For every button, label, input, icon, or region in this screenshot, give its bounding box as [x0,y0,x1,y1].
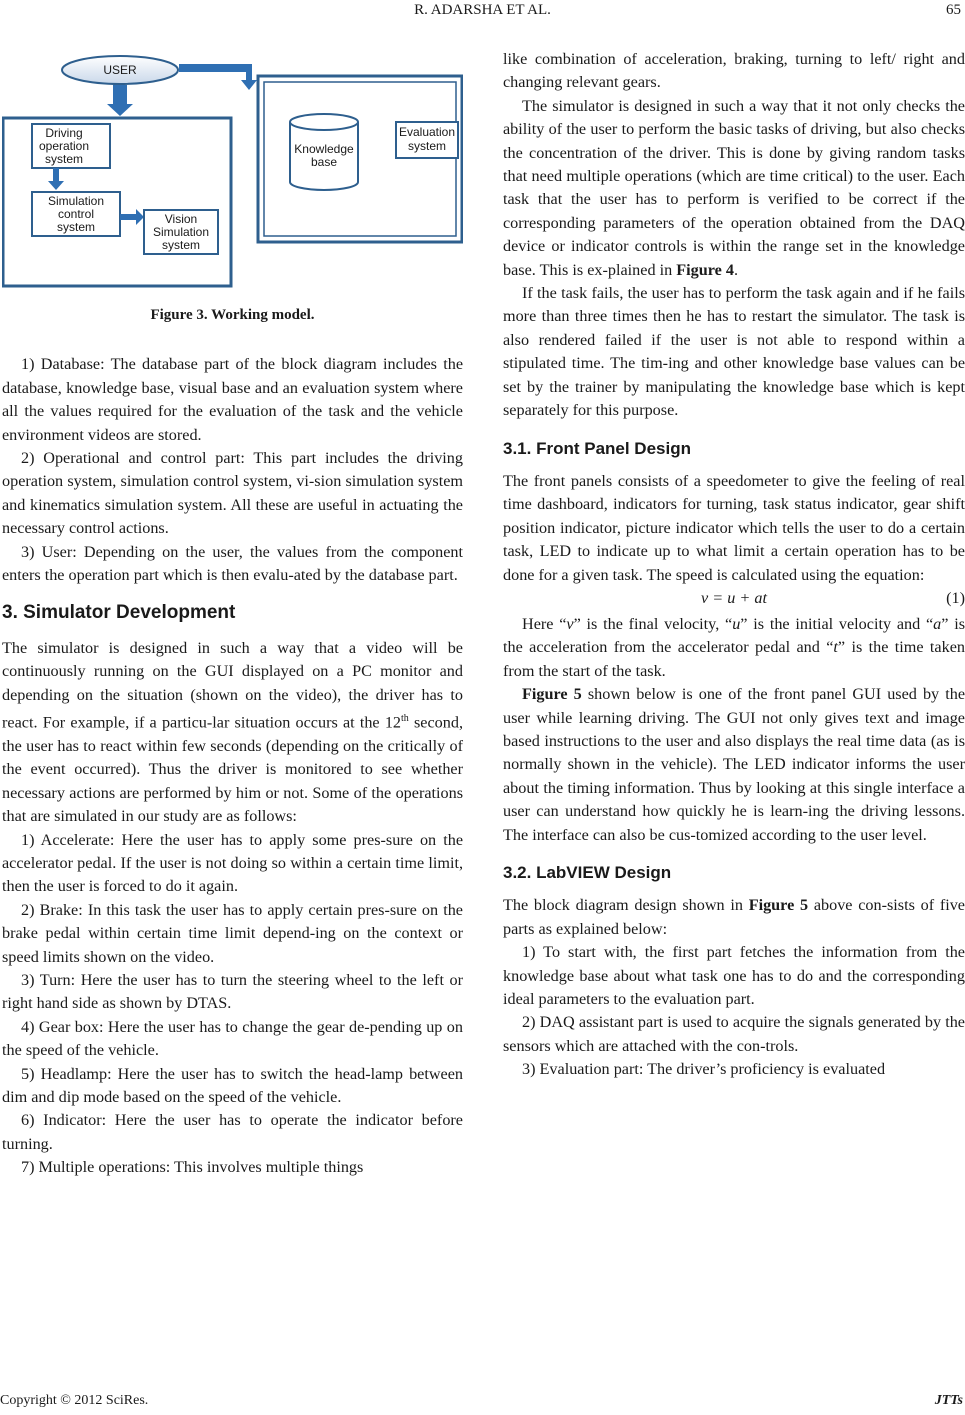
paragraph-variables [503,613,965,683]
section-3-heading: 3. Simulator Development [2,602,236,624]
var-v: v [566,614,574,633]
evaluation-label-1: Evaluation [398,125,456,139]
var-text-1: Here “ [522,614,567,633]
arrow-simulation-to-vision [120,209,144,225]
figure-3-caption: Figure 3. Working model. [150,307,315,323]
paragraph-operational: 2) Operational and control part: This part includes the driving operation system, simulation control system, vi-sion simulation system and kinematics simulation system. All these are useful in actuating the necessary control actions. [2,449,463,538]
part-2: 2) DAQ assistant part is used to acquire the signals generated by the sensors which are attached with the con-trols. [503,1013,965,1055]
arrow-user-to-database [179,64,257,90]
left-column [2,54,463,1180]
knowledge-label-1: Knowledge [294,142,354,156]
equation-1 [503,587,965,613]
section-3-1-heading: 3.1. Front Panel Design [503,438,691,458]
journal-name: JTTs [934,1393,963,1408]
operation-turn: 3) Turn: Here the user has to turn the steering wheel to the left or right hand side as shown by DTAS. [2,970,463,1013]
paragraph-labview [503,894,965,941]
figure-5-text: shown below is one of the front panel GUI used by the user while learning driving. The GUI not only gives text and image based instructions to the user and also displays the real time data (as is normally shown in the vehicle). The LED indicator informs the user about the timing information. Thus by looking at this single interface a user can understand how quickly he is learn-ing the driving lessons. The interface can also be cus-tomized according to the user level. [503,685,965,844]
copyright: Copyright © 2012 SciRes. [0,1393,149,1408]
paragraph-task-fails: If the task fails, the user has to perform the task again and if he fails more than three times then he has to restart the simulator. The task is also rendered failed if the user is not able to respond within a stipulated time. The tim-ing and other knowledge base values can be set by the trainer by manipulating the knowledge base which is kept separately for this purpose. [503,284,965,420]
simulation-label-1: Simulation [47,194,105,208]
page-number: 65 [946,2,961,18]
running-title: R. ADARSHA ET AL. [414,2,551,18]
right-column [503,48,965,1082]
arrow-driving-to-simulation [48,168,64,190]
var-t: t [833,638,838,657]
design-text-b: . [733,260,738,279]
user-label: USER [103,63,137,77]
vision-label-2: Simulation [152,225,210,239]
figure-4-reference: Figure 4 [676,260,734,279]
operation-headlamp: 5) Headlamp: Here the user has to switch the head-lamp between dim and dip mode based on the speed of the vehicle. [2,1064,463,1106]
operation-indicator: 6) Indicator: Here the user has to operate the indicator before turning. [2,1111,463,1153]
operation-accelerate: 1) Accelerate: Here the user has to apply some pres-sure on the accelerator pedal. If the user is not doing so within a certain time limit, then the user is forced to do it again. [2,830,463,896]
var-text-3: ” is the initial velocity and “ [740,614,934,633]
driving-label-3: system [44,152,84,166]
vision-label-1: Vision [164,212,198,226]
design-text-a: The simulator is designed in such a way that it not only checks the ability of the user to perform the basic tasks of driving, but also checks the concentration of the driver. This is done by giving random tasks that need multiple operations (which are time critical) to the user. Each task that the user has to perform is verified to be correct if the corresponding parameters of the operation obtained from the DAQ device or indicator controls is within the range set in the knowledge base. This is ex-plained in [503,96,965,279]
paragraph-database: 1) Database: The database part of the block diagram includes the database, knowledge base, visual base and an evaluation system where all the values required for the evaluation of the task and the vehicle environment videos are stored. [2,355,463,444]
var-text-5: ” is the time taken from the start of the task. [503,638,965,680]
figure-5-reference: Figure 5 [522,685,582,704]
section-3-2-heading: 3.2. LabVIEW Design [503,863,672,882]
page-header [0,2,965,24]
var-text-2: ” is the final velocity, “ [573,614,733,633]
part-1: 1) To start with, the first part fetches the information from the knowledge base about what task one has to do and the corresponding ideal parameters to the evaluation part. [503,943,965,1009]
equation-text: v = u + at [701,588,767,607]
paragraph-figure-5 [503,683,965,847]
simulation-label-3: system [56,220,96,234]
intro-text-b: second, the user has to react within few seconds (depending on the critically of the event occurred). Thus the driver is monitored to see whether necessary actions are performed by him or not. Some of the operations that are simulated in our study are as follows: [2,713,463,826]
paragraph-continuation: like combination of acceleration, braking, turning to left/ right and changing relevant gears. [503,50,965,92]
operation-multiple: 7) Multiple operations: This involves multiple things [21,1158,364,1177]
labview-text-a: The block diagram design shown in [503,896,749,915]
vision-label-3: system [161,238,201,252]
simulation-label-2: control [57,207,95,221]
operation-brake: 2) Brake: In this task the user has to apply certain pres-sure on the brake pedal within certain time limit depend-ing on the context or speed limits shown on the video. [2,900,463,966]
paragraph-front-panel: The front panels consists of a speedometer to give the feeling of real time dashboard, indicators for turning, task status indicator, gear shift position indicator, picture indicator which tells the user to do a certain task, LED to indicate up to what limit a certain operation has to be done for a given task. The speed is calculated using the equation: [503,471,965,584]
var-a: a [933,614,942,633]
arrow-user-to-operation [107,85,133,116]
figure-3-diagram [2,54,463,294]
var-text-4: ” is the acceleration from the accelerator pedal and “ [503,614,965,657]
knowledge-label-2: base [310,155,338,169]
intro-superscript: th [401,713,409,725]
paragraph-simulator-design [503,95,965,282]
paragraph-user: 3) User: Depending on the user, the values from the component enters the operation part which is then evalu-ated by the database part. [2,542,463,585]
driving-label-1: Driving [45,126,83,140]
operation-gearbox: 4) Gear box: Here the user has to change the gear de-pending up on the speed of the vehicle. [2,1017,463,1060]
figure-5-reference-2: Figure 5 [748,896,809,915]
labview-text-b: above con-sists of five parts as explained below: [503,896,965,938]
intro-text-a: The simulator is designed in such a way that a video will be continuously running on the GUI displayed on a PC monitor and depending on the situation (shown on the video), the driver has to react. For example, if a particu-lar situation occurs at the 12 [2,638,463,732]
knowledge-base-top [290,114,358,130]
driving-label-2: operation [38,139,90,153]
paragraph-simulator-intro [2,637,463,829]
evaluation-label-2: system [407,139,447,153]
part-3: 3) Evaluation part: The driver’s proficiency is evaluated [522,1060,886,1079]
var-u: u [732,614,741,633]
equation-number: (1) [946,588,965,607]
